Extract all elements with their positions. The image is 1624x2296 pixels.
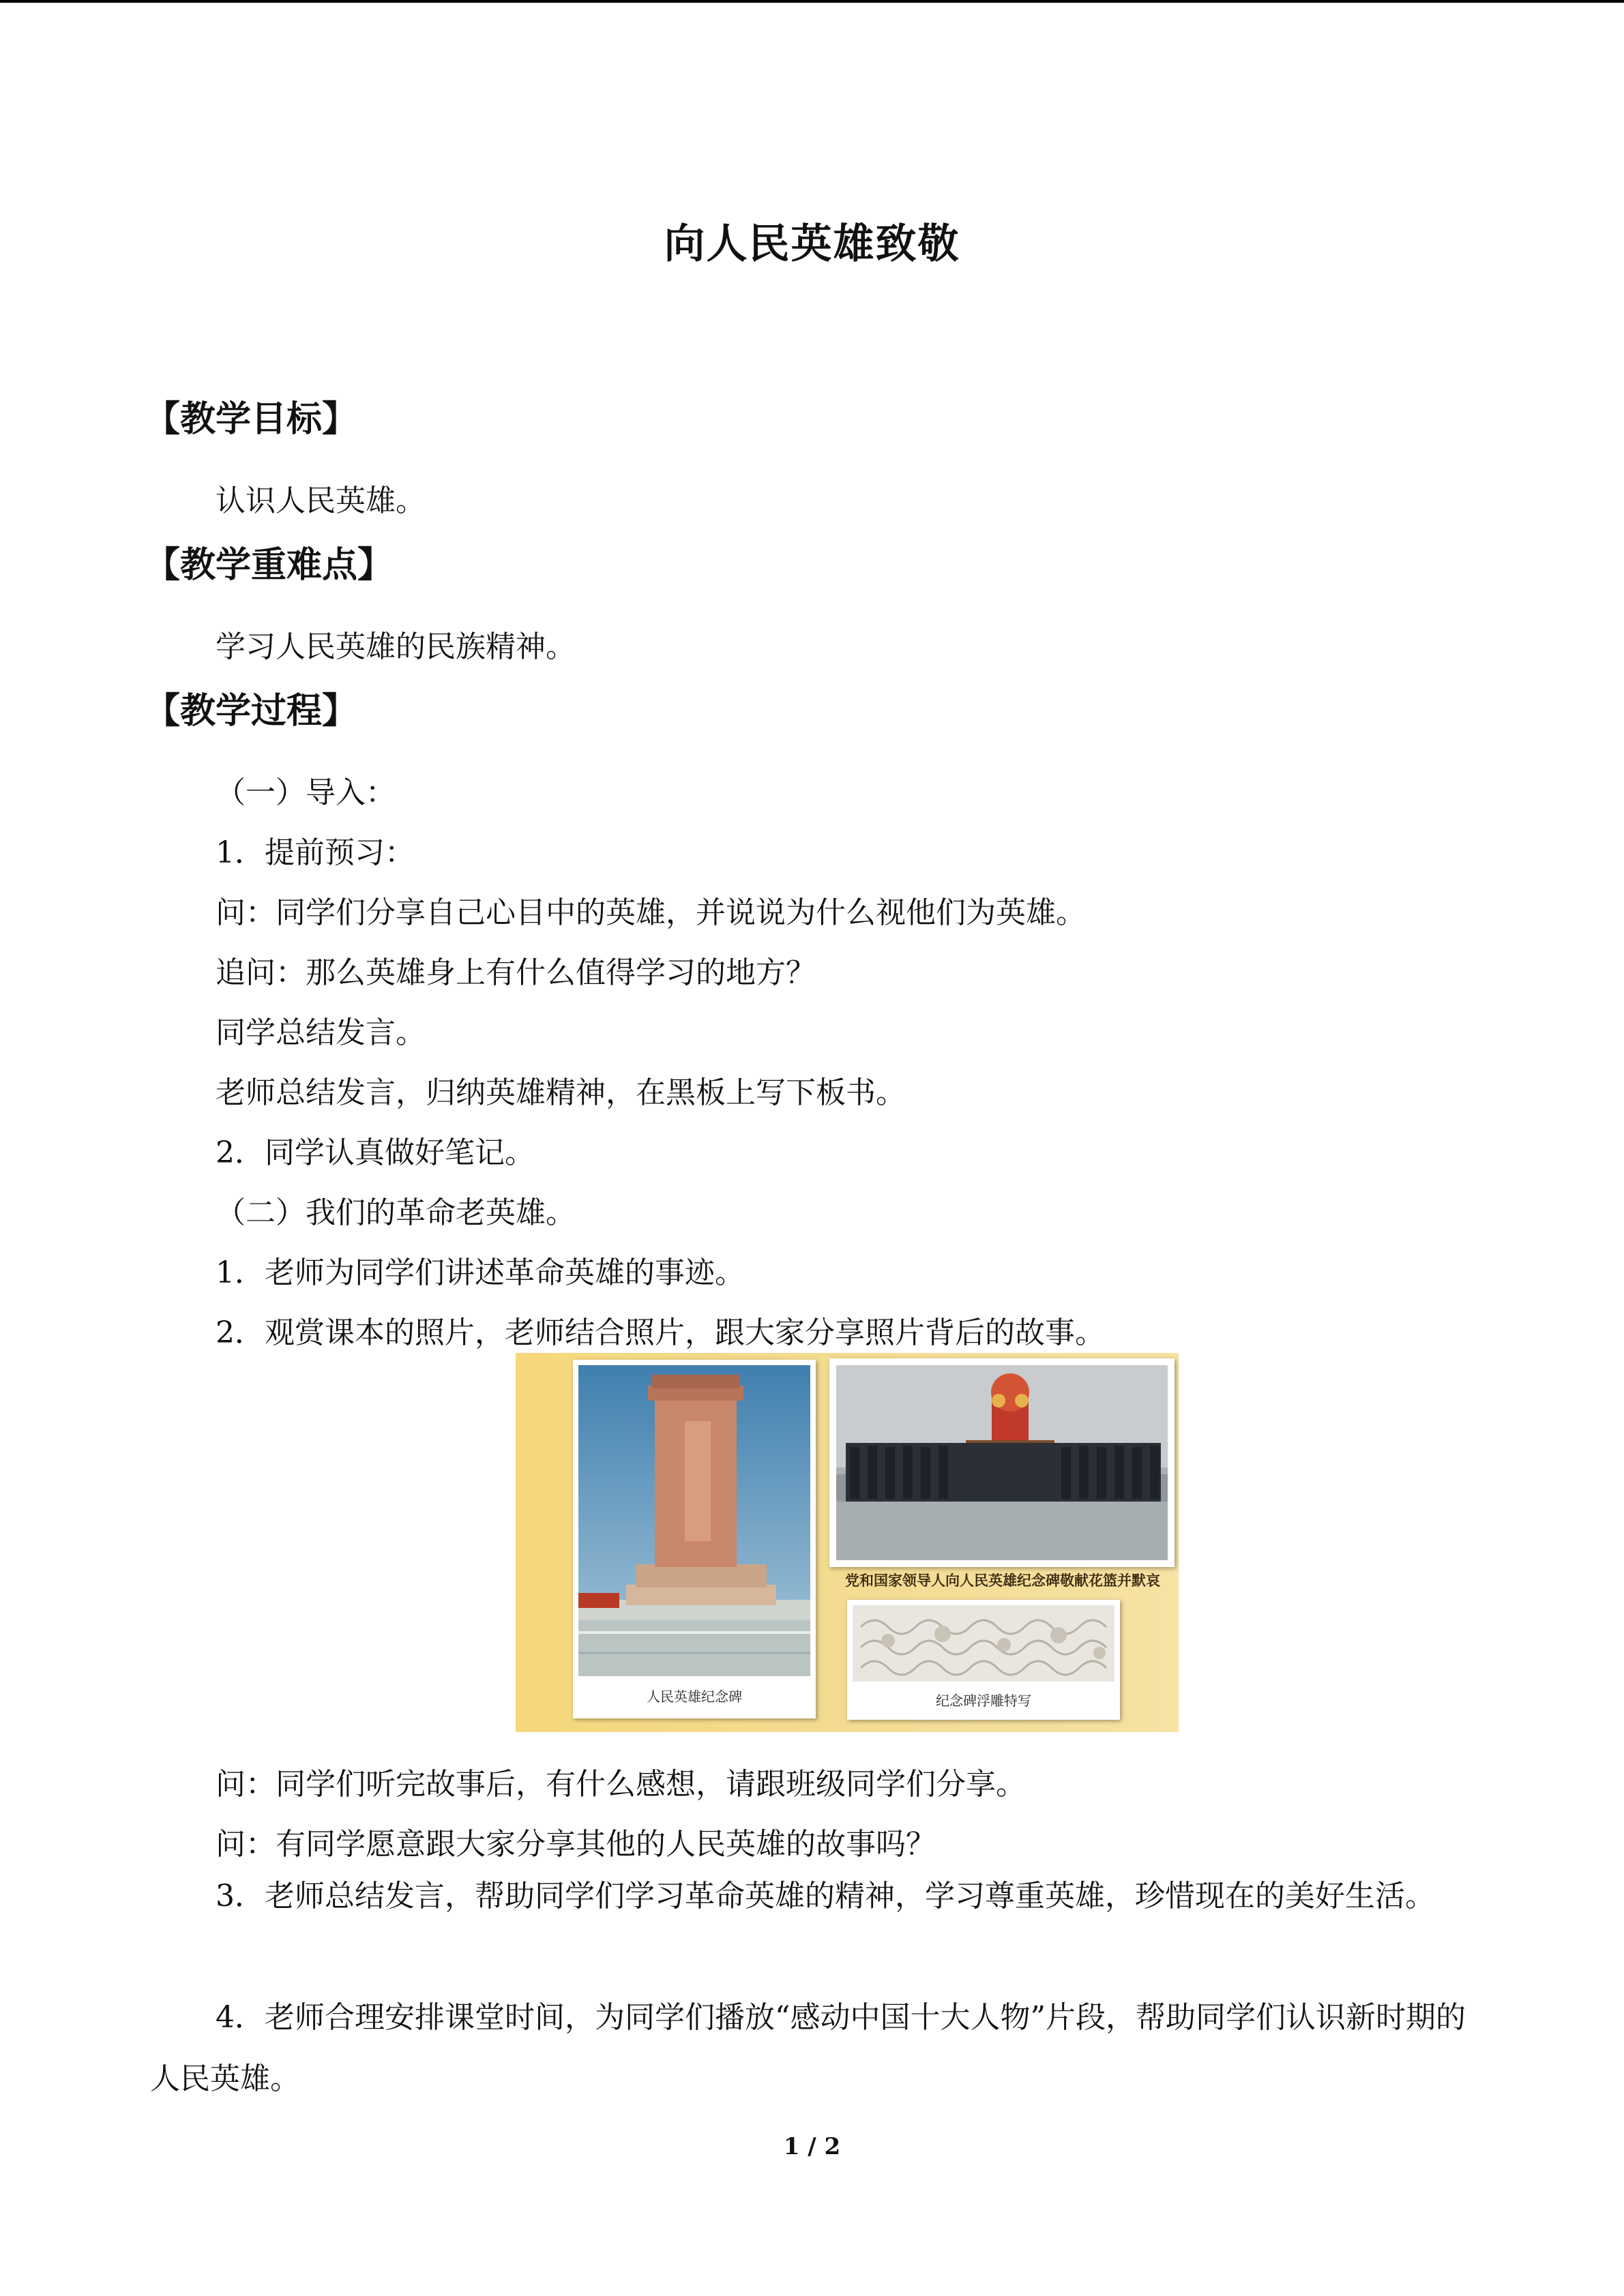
process-line: （二）我们的革命老英雄。	[216, 1195, 576, 1230]
process-line: 问：同学们分享自己心目中的英雄，并说说为什么视他们为英雄。	[216, 895, 1086, 930]
process-line: 2．同学认真做好笔记。	[216, 1135, 535, 1170]
heading-teaching-goal: 【教学目标】	[145, 399, 358, 440]
relief-photo	[847, 1600, 1120, 1720]
process-line: 1．提前预习：	[216, 835, 415, 870]
caption-wreath: 党和国家领导人向人民英雄纪念碑敬献花篮并默哀	[845, 1572, 1160, 1589]
relief-illustration	[847, 1600, 1120, 1686]
top-border	[0, 0, 1624, 3]
caption-monument: 人民英雄纪念碑	[647, 1688, 742, 1705]
heading-teaching-process: 【教学过程】	[145, 691, 358, 732]
process-line: 同学总结发言。	[216, 1015, 426, 1050]
key-points-text: 学习人民英雄的民族精神。	[216, 629, 576, 664]
goal-text: 认识人民英雄。	[216, 483, 426, 518]
monument-photo	[573, 1360, 816, 1718]
monument-illustration	[573, 1360, 816, 1680]
page-number: 1 / 2	[783, 2133, 841, 2160]
process-line: （一）导入：	[216, 775, 396, 810]
process-line: 1．老师为同学们讲述革命英雄的事迹。	[216, 1255, 745, 1290]
process-line: 老师总结发言，归纳英雄精神，在黑板上写下板书。	[216, 1075, 906, 1110]
textbook-figure	[516, 1353, 1179, 1732]
process-line: 2．观赏课本的照片，老师结合照片，跟大家分享照片背后的故事。	[216, 1315, 1105, 1350]
process-paragraph-4: 4．老师合理安排课堂时间，为同学们播放“感动中国十大人物”片段，帮助同学们认识新时期的人民英雄。	[150, 2000, 1466, 2096]
document-title: 向人民英雄致敬	[664, 220, 960, 268]
process-after-line: 问：有同学愿意跟大家分享其他的人民英雄的故事吗？	[216, 1827, 936, 1862]
process-line: 追问：那么英雄身上有什么值得学习的地方？	[216, 955, 816, 990]
process-after-line: 问：同学们听完故事后，有什么感想，请跟班级同学们分享。	[216, 1767, 1026, 1802]
caption-relief: 纪念碑浮雕特写	[936, 1693, 1031, 1709]
heading-key-points: 【教学重难点】	[145, 545, 394, 586]
process-paragraph-3: 3．老师总结发言，帮助同学们学习革命英雄的精神，学习尊重英雄，珍惜现在的美好生活。	[216, 1879, 1435, 1913]
wreath-ceremony-illustration	[829, 1358, 1175, 1567]
wreath-photo	[829, 1358, 1175, 1567]
